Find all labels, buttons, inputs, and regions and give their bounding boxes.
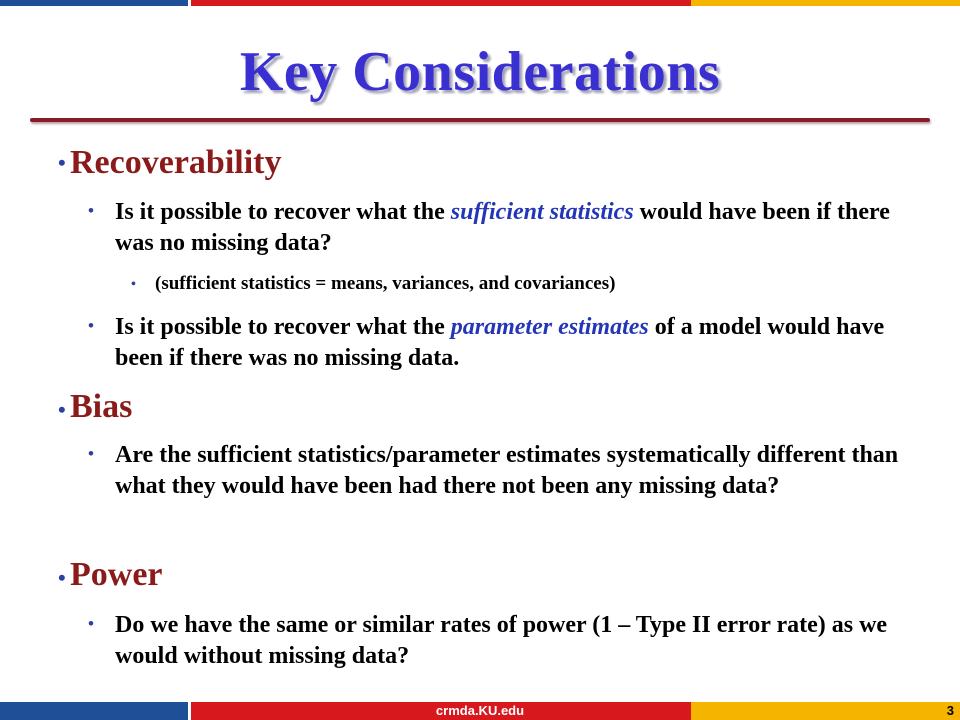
bullet-icon: •: [88, 316, 94, 335]
heading-recoverability: Recoverability: [70, 144, 282, 181]
heading-power: Power: [70, 556, 163, 593]
bullet-icon: •: [58, 150, 66, 175]
bullet-icon: •: [88, 201, 94, 220]
power-point-1: Do we have the same or similar rates of power (1 – Type II error rate) as we would without missing data?: [115, 612, 888, 669]
bullet-icon: •: [88, 614, 94, 633]
text-span: would have been if there was no missing data?: [115, 199, 890, 256]
recoverability-point-1: [115, 197, 915, 259]
recoverability-point-2: [115, 312, 915, 374]
emphasis-sufficient-statistics: sufficient statistics: [450, 199, 634, 225]
bullet-icon: •: [131, 277, 136, 292]
top-color-band: [0, 0, 960, 6]
text-span: of a model would have been if there was no missing data.: [115, 314, 885, 371]
footer-site: crmda.KU.edu: [435, 703, 525, 718]
title-underline: [30, 118, 930, 122]
heading-bias: Bias: [70, 388, 133, 425]
text-span: Is it possible to recover what the: [115, 199, 451, 225]
sufficient-statistics-note: (sufficient statistics = means, variances, and covariances): [155, 273, 616, 294]
text-span: Is it possible to recover what the: [115, 314, 451, 340]
bullet-icon: •: [58, 397, 66, 422]
slide-title: Key Considerations: [239, 41, 721, 103]
bullet-icon: •: [88, 444, 94, 463]
bullet-icon: •: [58, 565, 66, 590]
bias-point-1: Are the sufficient statistics/parameter estimates systematically different than what they would have been had there not been any missing data?: [115, 442, 899, 499]
slide-number: 3: [946, 703, 954, 718]
emphasis-parameter-estimates: parameter estimates: [450, 314, 649, 340]
